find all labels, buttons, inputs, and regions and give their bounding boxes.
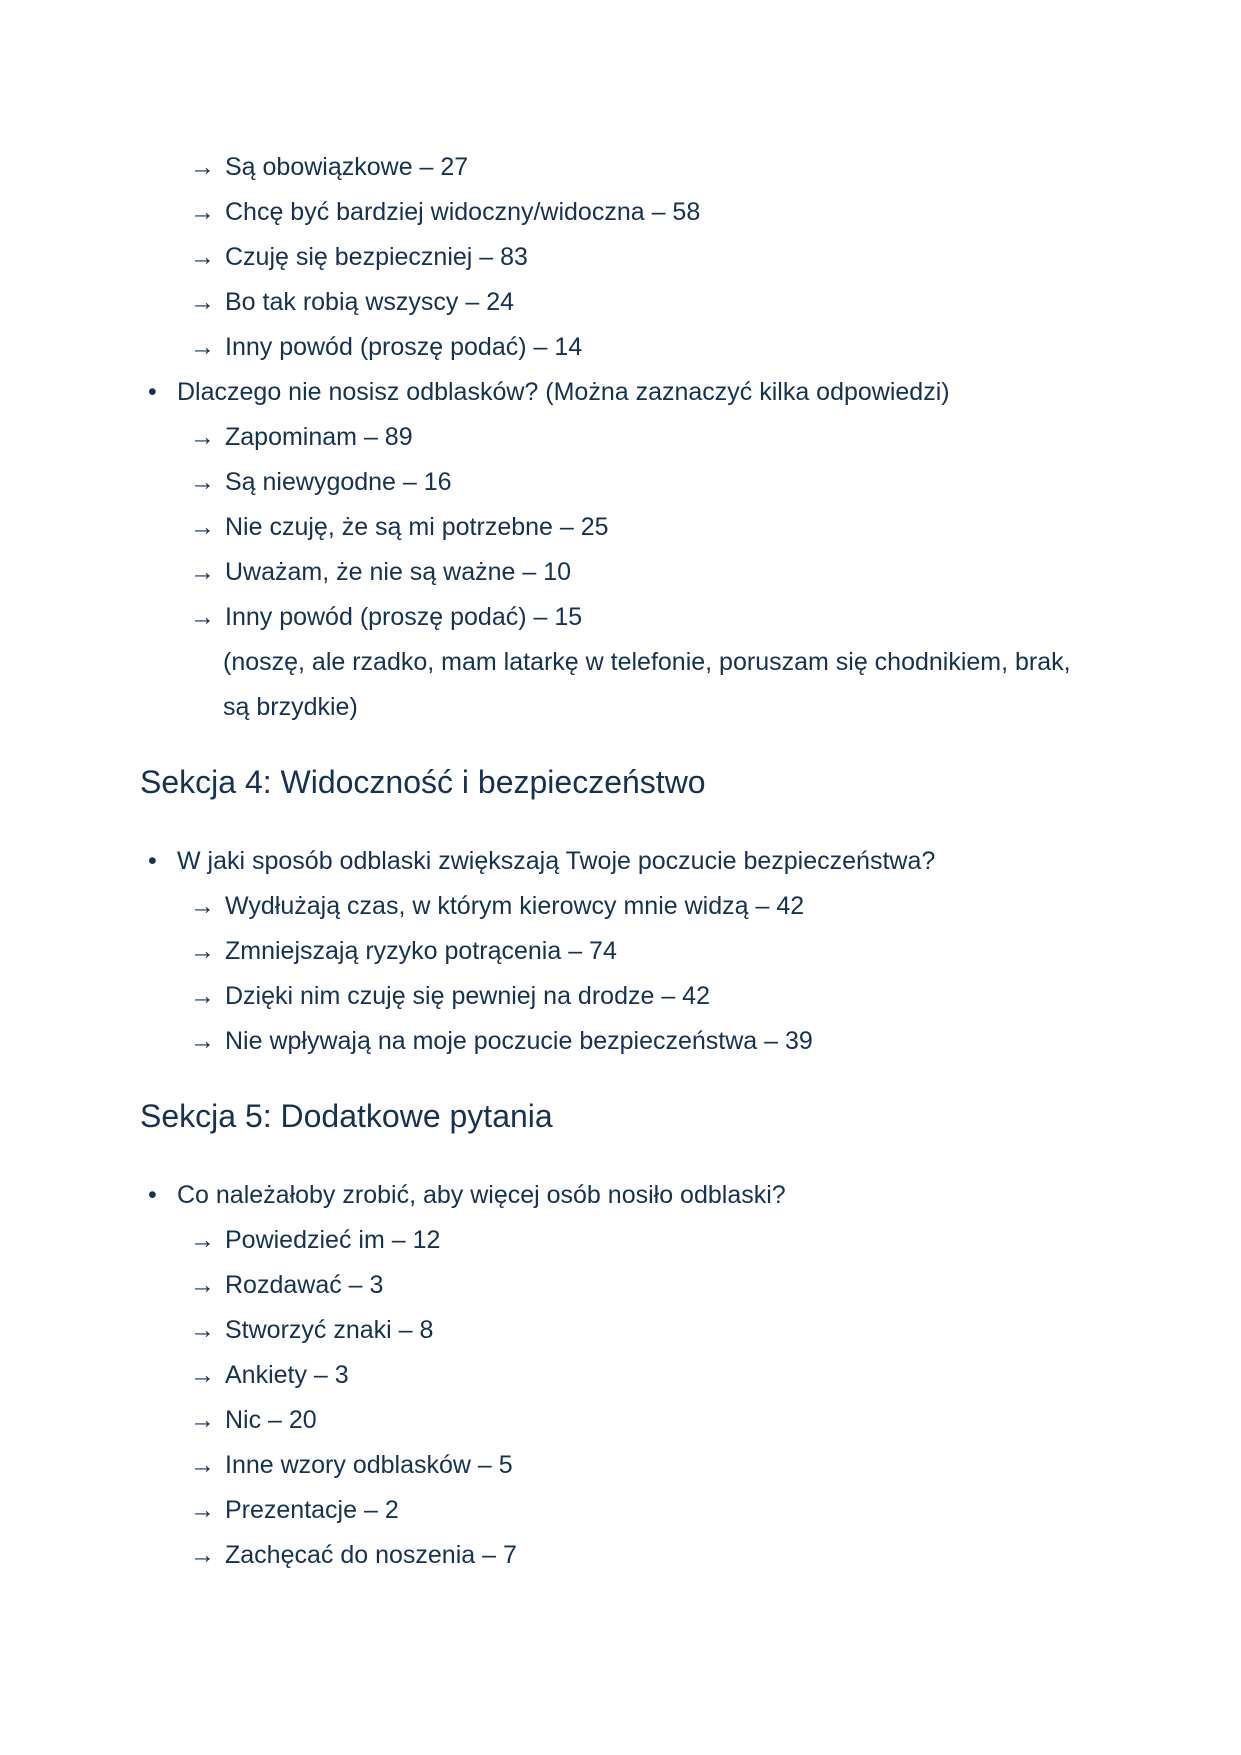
arrow-icon: → [190, 1541, 215, 1569]
arrow-list-item [0, 1263, 1241, 1308]
list-item-text: Nie wpływają na moje poczucie bezpieczeństwa – 39 [225, 1027, 813, 1055]
list-item-text: Nic – 20 [225, 1406, 317, 1434]
section-heading: Sekcja 4: Widoczność i bezpieczeństwo [140, 764, 706, 800]
section-heading: Sekcja 5: Dodatkowe pytania [140, 1098, 553, 1134]
arrow-icon: → [190, 198, 215, 226]
arrow-icon: → [190, 468, 215, 496]
list-item-text: Są niewygodne – 16 [225, 468, 452, 496]
arrow-list-item [0, 145, 1241, 190]
list-item-text: Wydłużają czas, w którym kierowcy mnie widzą – 42 [225, 892, 805, 920]
arrow-list-item [0, 1488, 1241, 1533]
arrow-list-item [0, 595, 1241, 640]
arrow-icon: → [190, 1226, 215, 1254]
arrow-icon: → [190, 1027, 215, 1055]
list-item-text: Dlaczego nie nosisz odblasków? (Można zaznaczyć kilka odpowiedzi) [177, 378, 950, 406]
arrow-icon: → [190, 1496, 215, 1524]
arrow-list-item [0, 929, 1241, 974]
arrow-list-item [0, 1533, 1241, 1578]
arrow-icon: → [190, 558, 215, 586]
arrow-list-item [0, 460, 1241, 505]
list-item-text: Inne wzory odblasków – 5 [225, 1451, 513, 1479]
list-item-text: Co należałoby zrobić, aby więcej osób nosiło odblaski? [177, 1181, 786, 1209]
arrow-list-item [0, 550, 1241, 595]
list-item-text: Rozdawać – 3 [225, 1271, 384, 1299]
arrow-list-item [0, 1398, 1241, 1443]
list-item-text: Powiedzieć im – 12 [225, 1226, 441, 1254]
arrow-list-item [0, 974, 1241, 1019]
arrow-list-item [0, 325, 1241, 370]
arrow-icon: → [190, 1451, 215, 1479]
bullet-icon: • [148, 378, 157, 406]
list-item-text: Zachęcać do noszenia – 7 [225, 1541, 517, 1569]
arrow-list-item [0, 190, 1241, 235]
arrow-list-item [0, 1218, 1241, 1263]
list-item-text: W jaki sposób odblaski zwiększają Twoje poczucie bezpieczeństwa? [177, 847, 936, 875]
arrow-icon: → [190, 333, 215, 361]
arrow-icon: → [190, 513, 215, 541]
list-item-text: Uważam, że nie są ważne – 10 [225, 558, 572, 586]
list-item-text: Nie czuję, że są mi potrzebne – 25 [225, 513, 609, 541]
list-item-text: Zapominam – 89 [225, 423, 413, 451]
arrow-list-item [0, 1308, 1241, 1353]
arrow-list-item [0, 1019, 1241, 1064]
arrow-list-item [0, 1353, 1241, 1398]
arrow-list-item [0, 505, 1241, 550]
arrow-icon: → [190, 892, 215, 920]
list-item-text: Dzięki nim czuję się pewniej na drodze – 42 [225, 982, 710, 1010]
list-item-text: Czuję się bezpieczniej – 83 [225, 243, 528, 271]
arrow-icon: → [190, 288, 215, 316]
list-item-text: Są obowiązkowe – 27 [225, 153, 469, 181]
arrow-list-item [0, 1443, 1241, 1488]
note-text: (noszę, ale rzadko, mam latarkę w telefonie, poruszam się chodnikiem, brak, są brzydkie) [223, 648, 1071, 721]
bullet-icon: • [148, 847, 157, 875]
list-item-text: Bo tak robią wszyscy – 24 [225, 288, 515, 316]
list-item-text: Stworzyć znaki – 8 [225, 1316, 434, 1344]
list-item-text: Zmniejszają ryzyko potrącenia – 74 [225, 937, 617, 965]
arrow-icon: → [190, 937, 215, 965]
list-item-text: Inny powód (proszę podać) – 14 [225, 333, 583, 361]
arrow-icon: → [190, 243, 215, 271]
bullet-list-item [0, 839, 1241, 884]
bullet-icon: • [148, 1181, 157, 1209]
bullet-list-item [0, 370, 1241, 415]
arrow-icon: → [190, 153, 215, 181]
list-item-text: Inny powód (proszę podać) – 15 [225, 603, 583, 631]
arrow-icon: → [190, 1271, 215, 1299]
arrow-list-item [0, 415, 1241, 460]
arrow-icon: → [190, 1406, 215, 1434]
list-item-text: Chcę być bardziej widoczny/widoczna – 58 [225, 198, 701, 226]
bullet-list-item [0, 1173, 1241, 1218]
arrow-icon: → [190, 1316, 215, 1344]
arrow-list-item [0, 235, 1241, 280]
arrow-list-item [0, 280, 1241, 325]
arrow-icon: → [190, 603, 215, 631]
list-item-text: Prezentacje – 2 [225, 1496, 399, 1524]
arrow-icon: → [190, 1361, 215, 1389]
list-item-text: Ankiety – 3 [225, 1361, 349, 1389]
arrow-list-item [0, 884, 1241, 929]
arrow-icon: → [190, 423, 215, 451]
arrow-icon: → [190, 982, 215, 1010]
